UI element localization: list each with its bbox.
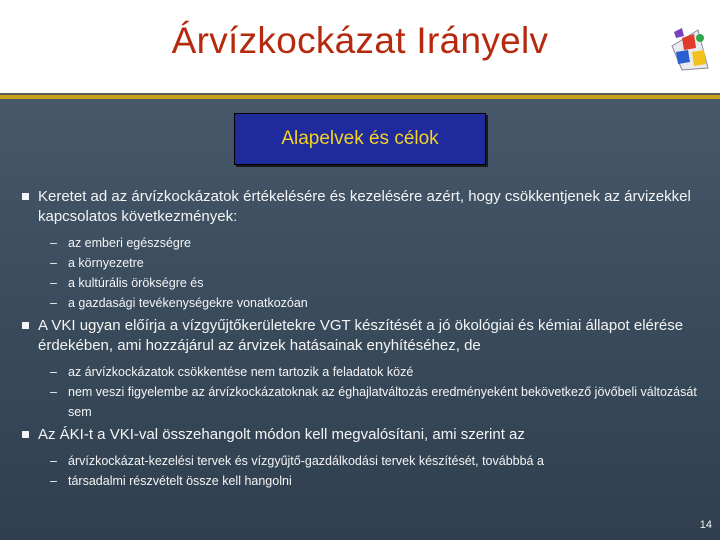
- dash-bullet-icon: –: [50, 474, 57, 488]
- section-title-box: [234, 113, 486, 165]
- dash-bullet-icon: –: [50, 276, 57, 290]
- dash-bullet-icon: –: [50, 256, 57, 270]
- dash-bullet-icon: –: [50, 365, 57, 379]
- bullet-3: Az ÁKI-t a VKI-val összehangolt módon kell megvalósítani, ami szerint az: [22, 425, 716, 445]
- bullet-list: [22, 187, 716, 491]
- sub-bullet: – árvízkockázat-kezelési tervek és vízgyűjtő-gazdálkodási tervek készítését, továbbbá a: [22, 451, 716, 471]
- dash-bullet-icon: –: [50, 236, 57, 250]
- sub-bullet: – a környezetre: [22, 253, 716, 273]
- square-bullet-icon: [22, 193, 29, 200]
- dash-bullet-icon: –: [50, 385, 57, 399]
- sub-bullet: – a gazdasági tevékenységekre vonatkozóan: [22, 293, 716, 313]
- section-title: Alapelvek és célok: [281, 128, 439, 149]
- square-bullet-icon: [22, 322, 29, 329]
- colorful-geometric-logo-icon: [668, 24, 712, 74]
- bullet-2: A VKI ugyan előírja a vízgyűjtőkerületekre VGT készítését a jó ökológiai és kémiai állapot elérése érdekében, ami hozzájárul az árvizek hatásainak enyhítéséhez, de: [22, 316, 716, 356]
- sub-bullet: – az árvízkockázatok csökkentése nem tartozik a feladatok közé: [22, 362, 716, 382]
- sub-bullet: – nem veszi figyelembe az árvízkockázatoknak az éghajlatváltozás eredményeként bekövetkező jövőbeli változását sem: [22, 382, 716, 422]
- slide-title: Árvízkockázat Irányelv: [171, 20, 549, 61]
- bullet-1: Keretet ad az árvízkockázatok értékelésére és kezelésére azért, hogy csökkentjenek az árvizekkel kapcsolatos következmények:: [22, 187, 716, 227]
- square-bullet-icon: [22, 431, 29, 438]
- header: [0, 0, 720, 96]
- header-divider-gold: [0, 95, 720, 99]
- page-number: 14: [699, 519, 712, 531]
- dash-bullet-icon: –: [50, 296, 57, 310]
- sub-bullet: – társadalmi részvételt össze kell hangolni: [22, 471, 716, 491]
- dash-bullet-icon: –: [50, 454, 57, 468]
- sub-bullet: – a kultúrális örökségre és: [22, 273, 716, 293]
- sub-bullet: – az emberi egészségre: [22, 233, 716, 253]
